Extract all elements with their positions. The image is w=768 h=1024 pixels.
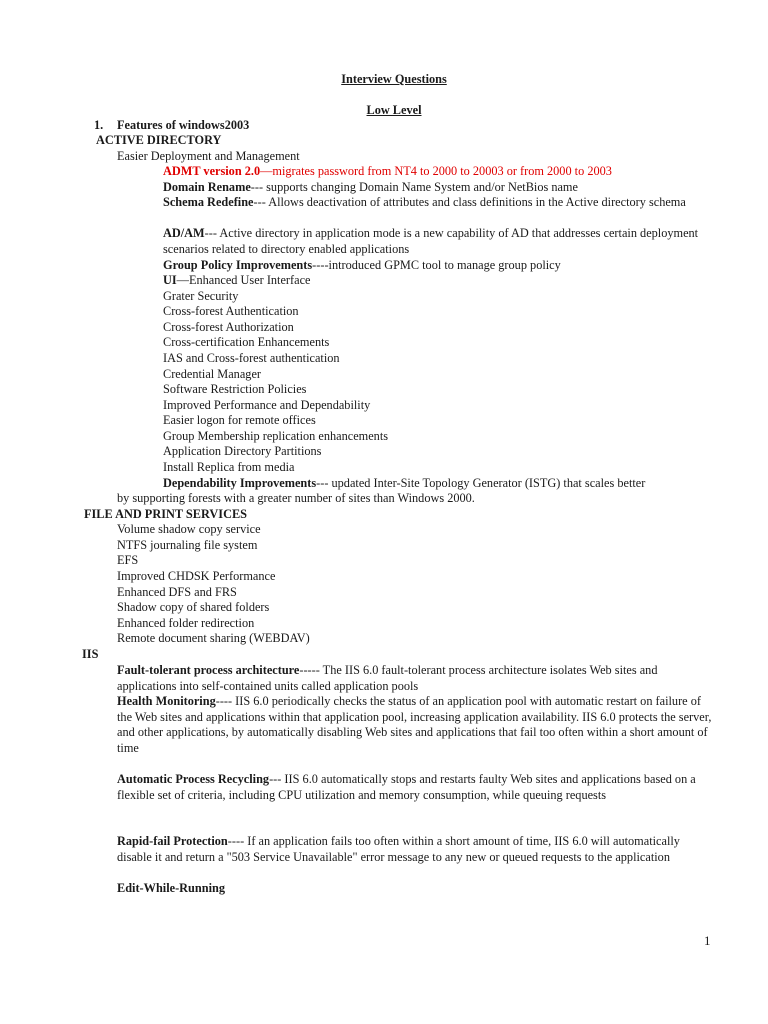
item-term: Rapid-fail Protection [117,834,228,848]
file-item: Remote document sharing (WEBDAV) [117,631,310,645]
section-heading-active-directory: ACTIVE DIRECTORY [96,133,222,147]
item-term: Automatic Process Recycling [117,772,270,786]
item-desc: --- Active directory in application mode is a new capability of AD that addresses certain deployment scenarios related to directory enabled applications [163,226,699,256]
page-number: 1 [704,933,711,948]
question-number: 1. [94,118,104,132]
ad-item: Grater Security [163,289,239,303]
file-item: Enhanced DFS and FRS [117,585,237,599]
document-title: Interview Questions [341,72,447,86]
ad-item: Cross-forest Authorization [163,320,294,334]
item-term: ADMT version 2.0 [163,164,261,178]
iis-item-health-monitoring [117,694,717,756]
ad-item-schema-redefine [163,195,711,211]
iis-item-process-recycling [117,772,717,803]
ad-item-domain-rename [163,180,578,196]
ad-item: Cross-certification Enhancements [163,335,330,349]
ad-item: Improved Performance and Dependability [163,398,371,412]
item-desc: ---- If an application fails too often within a short amount of time, IIS 6.0 will automatically disable it and return a "503 Service Unavailable" error message to any new or queued requests to the application [117,834,680,864]
file-item: Enhanced folder redirection [117,616,255,630]
item-desc: --- supports changing Domain Name System and/or NetBios name [250,180,578,194]
item-desc: --- updated Inter-Site Topology Generator (ISTG) that scales better [316,476,646,490]
item-desc: ----introduced GPMC tool to manage group policy [312,258,561,272]
ad-item-adam [163,226,711,257]
item-term: Dependability Improvements [163,476,317,490]
ad-item: Credential Manager [163,367,261,381]
ad-item: Easier logon for remote offices [163,413,316,427]
item-desc: --- IIS 6.0 automatically stops and restarts faulty Web sites and applications based on a flexible set of criteria, including CPU utilization and memory consumption, while queuing requests [117,772,696,802]
item-term: UI [163,273,177,287]
subsection-heading: Easier Deployment and Management [117,149,300,163]
ad-item-dependability-cont: by supporting forests with a greater number of sites than Windows 2000. [117,491,475,505]
ad-item-ui [163,273,311,289]
item-term: Health Monitoring [117,694,216,708]
iis-item-edit-while-running: Edit-While-Running [117,881,225,895]
ad-item: Install Replica from media [163,460,295,474]
item-desc: ----- The IIS 6.0 fault-tolerant process architecture isolates Web sites and applications into self-contained units called application pools [117,663,658,693]
item-term: Fault-tolerant process architecture [117,663,300,677]
item-desc: —Enhanced User Interface [176,273,311,287]
ad-item: Application Directory Partitions [163,444,322,458]
question-heading: Features of windows2003 [117,118,250,132]
ad-item-dependability [163,476,645,492]
file-item: NTFS journaling file system [117,538,258,552]
section-heading-iis: IIS [82,647,99,661]
item-desc: —migrates password from NT4 to 2000 to 20003 or from 2000 to 2003 [260,164,612,178]
ad-item-admt [163,164,612,180]
ad-item: IAS and Cross-forest authentication [163,351,340,365]
item-term: AD/AM [163,226,205,240]
file-item: Shadow copy of shared folders [117,600,270,614]
item-term: Schema Redefine [163,195,254,209]
iis-item-fault-tolerant [117,663,717,694]
document-subtitle: Low Level [366,103,422,117]
file-item: Volume shadow copy service [117,522,261,536]
section-heading-file-print: FILE AND PRINT SERVICES [84,507,247,521]
item-term: Group Policy Improvements [163,258,313,272]
ad-item: Cross-forest Authentication [163,304,299,318]
ad-item: Group Membership replication enhancements [163,429,389,443]
file-item: EFS [117,553,139,567]
ad-item: Software Restriction Policies [163,382,307,396]
item-desc: ---- IIS 6.0 periodically checks the status of an application pool with automatic restart on failure of the Web sites and applications within that application pool, increasing application availability. IIS 6.0 protects the server, and other applications, by automatically disabling Web sites and applications that fail too often within a short amount of time [117,694,712,755]
ad-item-group-policy [163,258,561,274]
item-term: Domain Rename [163,180,251,194]
item-desc: --- Allows deactivation of attributes and class definitions in the Active directory schema [253,195,686,209]
iis-item-rapid-fail [117,834,717,865]
file-item: Improved CHDSK Performance [117,569,276,583]
